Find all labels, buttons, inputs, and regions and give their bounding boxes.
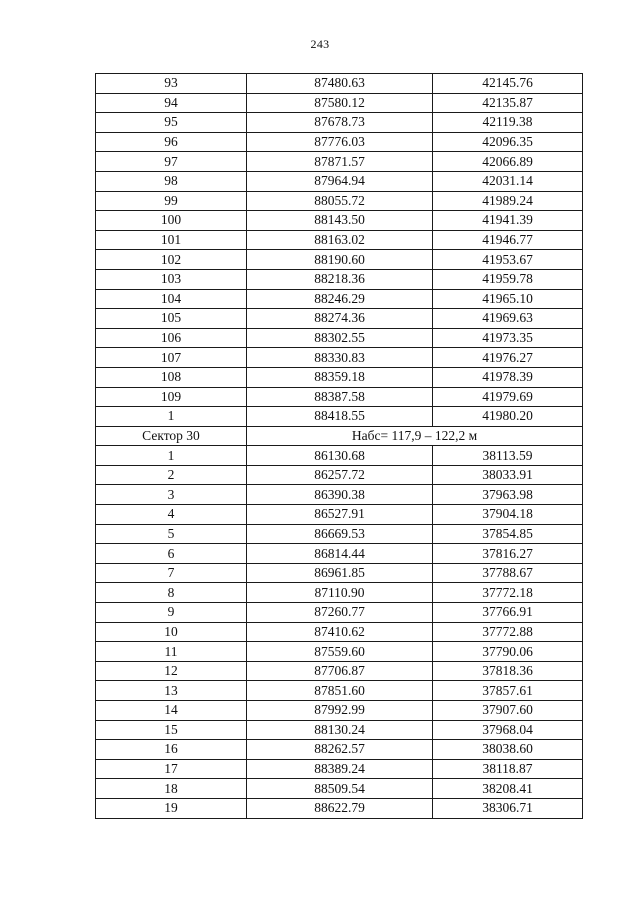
point-number-cell: 12 [96,661,247,681]
page-number: 243 [310,37,330,51]
table-row [96,524,583,544]
point-number-cell: 6 [96,544,247,564]
coordinates-table [95,73,583,819]
point-number-cell: 5 [96,524,247,544]
x-coordinate-cell: 86527.91 [247,505,433,525]
table-row [96,642,583,662]
table-row [96,250,583,270]
table-row [96,740,583,760]
table-row [96,759,583,779]
y-coordinate-cell: 37788.67 [433,563,583,583]
table-row [96,74,583,94]
y-coordinate-cell: 41976.27 [433,348,583,368]
x-coordinate-cell: 88622.79 [247,798,433,818]
x-coordinate-cell: 86814.44 [247,544,433,564]
point-number-cell: 1 [96,446,247,466]
coordinates-table-body [96,74,583,819]
point-number-cell: 4 [96,505,247,525]
table-row [96,132,583,152]
x-coordinate-cell: 87678.73 [247,113,433,133]
x-coordinate-cell: 88387.58 [247,387,433,407]
table-row [96,309,583,329]
x-coordinate-cell: 88055.72 [247,191,433,211]
table-row [96,113,583,133]
x-coordinate-cell: 88274.36 [247,309,433,329]
point-number-cell: 15 [96,720,247,740]
y-coordinate-cell: 37904.18 [433,505,583,525]
table-row [96,269,583,289]
y-coordinate-cell: 37854.85 [433,524,583,544]
point-number-cell: 99 [96,191,247,211]
table-row [96,211,583,231]
point-number-cell: 106 [96,328,247,348]
table-row [96,289,583,309]
x-coordinate-cell: 87776.03 [247,132,433,152]
table-row [96,701,583,721]
y-coordinate-cell: 38118.87 [433,759,583,779]
y-coordinate-cell: 41978.39 [433,367,583,387]
point-number-cell: 11 [96,642,247,662]
table-row [96,661,583,681]
sector-height-range: Набс= 117,9 – 122,2 м [247,426,583,446]
table-row [96,387,583,407]
y-coordinate-cell: 37963.98 [433,485,583,505]
y-coordinate-cell: 41941.39 [433,211,583,231]
y-coordinate-cell: 38208.41 [433,779,583,799]
y-coordinate-cell: 42066.89 [433,152,583,172]
y-coordinate-cell: 38038.60 [433,740,583,760]
x-coordinate-cell: 88143.50 [247,211,433,231]
x-coordinate-cell: 88359.18 [247,367,433,387]
y-coordinate-cell: 38306.71 [433,798,583,818]
x-coordinate-cell: 86669.53 [247,524,433,544]
y-coordinate-cell: 41946.77 [433,230,583,250]
sector-header-row [96,426,583,446]
y-coordinate-cell: 42145.76 [433,74,583,94]
point-number-cell: 2 [96,465,247,485]
point-number-cell: 10 [96,622,247,642]
x-coordinate-cell: 87580.12 [247,93,433,113]
point-number-cell: 107 [96,348,247,368]
y-coordinate-cell: 37766.91 [433,603,583,623]
y-coordinate-cell: 42135.87 [433,93,583,113]
table-row [96,505,583,525]
y-coordinate-cell: 41969.63 [433,309,583,329]
y-coordinate-cell: 37907.60 [433,701,583,721]
table-row [96,681,583,701]
x-coordinate-cell: 88330.83 [247,348,433,368]
x-coordinate-cell: 87706.87 [247,661,433,681]
x-coordinate-cell: 87871.57 [247,152,433,172]
table-row [96,603,583,623]
point-number-cell: 1 [96,407,247,427]
point-number-cell: 101 [96,230,247,250]
y-coordinate-cell: 38113.59 [433,446,583,466]
point-number-cell: 102 [96,250,247,270]
sector-label: Сектор 30 [96,426,247,446]
x-coordinate-cell: 88302.55 [247,328,433,348]
table-row [96,779,583,799]
y-coordinate-cell: 42119.38 [433,113,583,133]
table-row [96,152,583,172]
y-coordinate-cell: 41980.20 [433,407,583,427]
y-coordinate-cell: 37818.36 [433,661,583,681]
point-number-cell: 94 [96,93,247,113]
y-coordinate-cell: 37772.88 [433,622,583,642]
y-coordinate-cell: 37816.27 [433,544,583,564]
x-coordinate-cell: 86390.38 [247,485,433,505]
table-row [96,93,583,113]
table-row [96,622,583,642]
table-row [96,230,583,250]
point-number-cell: 97 [96,152,247,172]
point-number-cell: 14 [96,701,247,721]
y-coordinate-cell: 42031.14 [433,171,583,191]
table-row [96,465,583,485]
point-number-cell: 100 [96,211,247,231]
x-coordinate-cell: 87410.62 [247,622,433,642]
point-number-cell: 103 [96,269,247,289]
x-coordinate-cell: 87480.63 [247,74,433,94]
point-number-cell: 17 [96,759,247,779]
x-coordinate-cell: 88190.60 [247,250,433,270]
point-number-cell: 109 [96,387,247,407]
y-coordinate-cell: 41989.24 [433,191,583,211]
y-coordinate-cell: 37968.04 [433,720,583,740]
x-coordinate-cell: 87260.77 [247,603,433,623]
point-number-cell: 7 [96,563,247,583]
y-coordinate-cell: 37772.18 [433,583,583,603]
table-row [96,328,583,348]
x-coordinate-cell: 87851.60 [247,681,433,701]
y-coordinate-cell: 41965.10 [433,289,583,309]
x-coordinate-cell: 88262.57 [247,740,433,760]
point-number-cell: 3 [96,485,247,505]
y-coordinate-cell: 38033.91 [433,465,583,485]
point-number-cell: 16 [96,740,247,760]
point-number-cell: 9 [96,603,247,623]
y-coordinate-cell: 41979.69 [433,387,583,407]
table-row [96,367,583,387]
point-number-cell: 13 [96,681,247,701]
table-row [96,191,583,211]
table-row [96,348,583,368]
table-row [96,446,583,466]
y-coordinate-cell: 41973.35 [433,328,583,348]
x-coordinate-cell: 88130.24 [247,720,433,740]
point-number-cell: 98 [96,171,247,191]
table-row [96,171,583,191]
x-coordinate-cell: 87110.90 [247,583,433,603]
table-row [96,544,583,564]
y-coordinate-cell: 41959.78 [433,269,583,289]
y-coordinate-cell: 37857.61 [433,681,583,701]
point-number-cell: 19 [96,798,247,818]
x-coordinate-cell: 86130.68 [247,446,433,466]
point-number-cell: 105 [96,309,247,329]
point-number-cell: 95 [96,113,247,133]
point-number-cell: 8 [96,583,247,603]
y-coordinate-cell: 37790.06 [433,642,583,662]
table-row [96,563,583,583]
x-coordinate-cell: 88389.24 [247,759,433,779]
x-coordinate-cell: 87992.99 [247,701,433,721]
y-coordinate-cell: 41953.67 [433,250,583,270]
point-number-cell: 96 [96,132,247,152]
x-coordinate-cell: 87559.60 [247,642,433,662]
table-row [96,583,583,603]
y-coordinate-cell: 42096.35 [433,132,583,152]
table-row [96,720,583,740]
x-coordinate-cell: 88218.36 [247,269,433,289]
x-coordinate-cell: 88509.54 [247,779,433,799]
point-number-cell: 104 [96,289,247,309]
x-coordinate-cell: 86257.72 [247,465,433,485]
point-number-cell: 108 [96,367,247,387]
x-coordinate-cell: 88246.29 [247,289,433,309]
table-row [96,485,583,505]
x-coordinate-cell: 86961.85 [247,563,433,583]
point-number-cell: 18 [96,779,247,799]
point-number-cell: 93 [96,74,247,94]
table-row [96,798,583,818]
x-coordinate-cell: 87964.94 [247,171,433,191]
x-coordinate-cell: 88418.55 [247,407,433,427]
x-coordinate-cell: 88163.02 [247,230,433,250]
table-row [96,407,583,427]
